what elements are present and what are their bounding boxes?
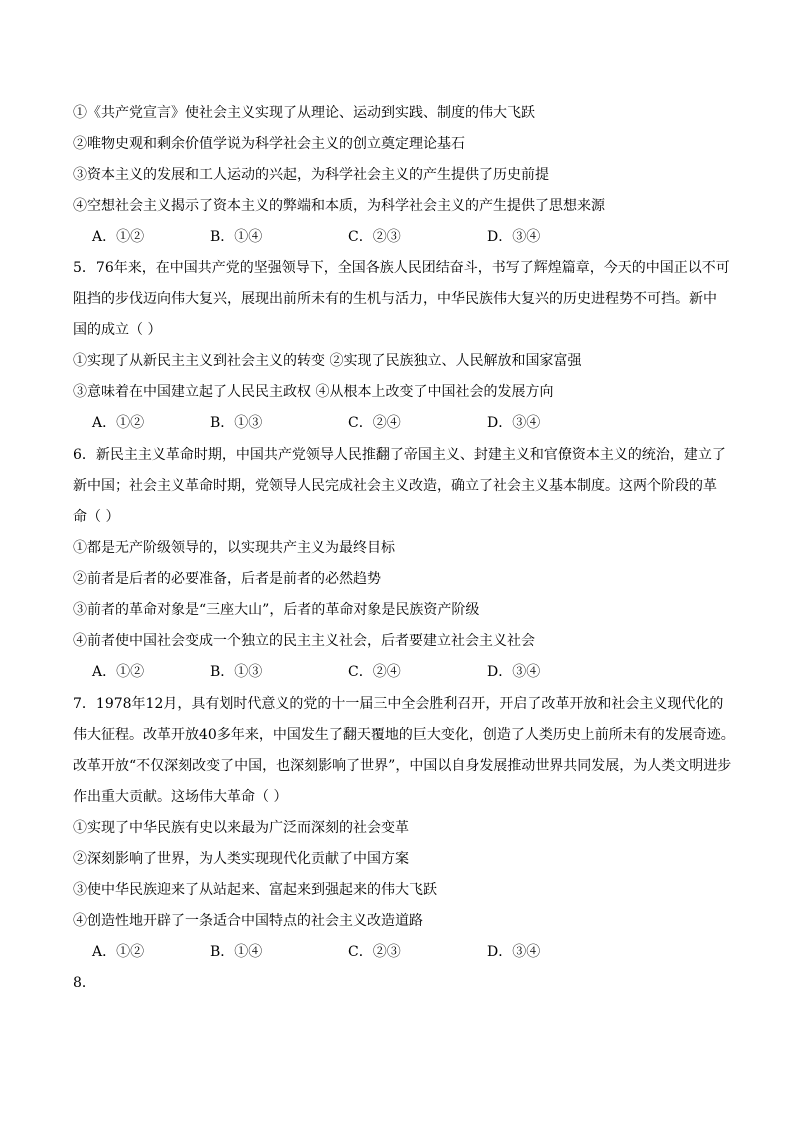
q6-statement-3: ③前者的革命对象是“三座大山”，后者的革命对象是民族资产阶级 [73, 602, 480, 618]
q7-option-b[interactable]: B．①④ [210, 944, 263, 960]
q7-options [92, 942, 592, 962]
q7-stem-line-2: 伟大征程。改革开放40多年来，中国发生了翻天覆地的巨大变化，创造了人类历史上前所未有的发展奇迹。 [73, 727, 735, 743]
q7-option-d[interactable]: D．③④ [487, 944, 541, 960]
q5-stem-line-1: 5．76年来，在中国共产党的坚强领导下，全国各族人民团结奋斗，书写了辉煌篇章，今天的中国正以不可 [73, 260, 730, 276]
q6-options [92, 662, 592, 682]
q5-statement-row-2: ③意味着在中国建立起了人民民主政权 ④从根本上改变了中国社会的发展方向 [73, 384, 554, 400]
q7-statement-4: ④创造性地开辟了一条适合中国特点的社会主义改造道路 [73, 913, 423, 929]
q5-option-b[interactable]: B．①③ [210, 415, 263, 431]
q4-statement-2: ②唯物史观和剩余价值学说为科学社会主义的创立奠定理论基石 [73, 136, 465, 152]
q7-option-c[interactable]: C．②③ [348, 944, 401, 960]
q8-number: 8． [73, 975, 96, 991]
q5-options [92, 413, 592, 433]
q5-statement-row-1: ①实现了从新民主主义到社会主义的转变 ②实现了民族独立、人民解放和国家富强 [73, 353, 582, 369]
q7-statement-3: ③使中华民族迎来了从站起来、富起来到强起来的伟大飞跃 [73, 882, 437, 898]
q6-option-b[interactable]: B．①③ [210, 664, 263, 680]
q7-stem-line-3: 改革开放“不仅深刻改变了中国，也深刻影响了世界”，中国以自身发展推动世界共同发展，为人类文明进步 [73, 758, 732, 774]
q6-stem-line-3: 命（ ） [73, 509, 120, 525]
q4-option-b[interactable]: B．①④ [210, 229, 263, 245]
q4-option-a[interactable]: A．①② [92, 229, 145, 245]
q7-stem-line-4: 作出重大贡献。这场伟大革命（ ） [73, 789, 288, 805]
q6-stem-line-1: 6．新民主主义革命时期，中国共产党领导人民推翻了帝国主义、封建主义和官僚资本主义的统治，建立了 [73, 447, 726, 463]
q6-statement-4: ④前者使中国社会变成一个独立的民主主义社会，后者要建立社会主义社会 [73, 633, 535, 649]
q4-statement-1: ①《共产党宣言》使社会主义实现了从理论、运动到实践、制度的伟大飞跃 [73, 105, 535, 121]
q4-statement-4: ④空想社会主义揭示了资本主义的弊端和本质，为科学社会主义的产生提供了思想来源 [73, 198, 605, 214]
q7-option-a[interactable]: A．①② [92, 944, 145, 960]
q6-statement-1: ①都是无产阶级领导的，以实现共产主义为最终目标 [73, 540, 395, 556]
q4-options [92, 227, 592, 247]
q6-statement-2: ②前者是后者的必要准备，后者是前者的必然趋势 [73, 571, 381, 587]
q4-statement-3: ③资本主义的发展和工人运动的兴起，为科学社会主义的产生提供了历史前提 [73, 167, 549, 183]
q6-stem-line-2: 新中国；社会主义革命时期，党领导人民完成社会主义改造，确立了社会主义基本制度。这两个阶段的革 [73, 478, 717, 494]
q4-option-c[interactable]: C．②③ [348, 229, 401, 245]
q5-option-c[interactable]: C．②④ [348, 415, 401, 431]
q6-option-c[interactable]: C．②④ [348, 664, 401, 680]
q5-option-a[interactable]: A．①② [92, 415, 145, 431]
q4-option-d[interactable]: D．③④ [487, 229, 541, 245]
q5-stem-line-2: 阻挡的步伐迈向伟大复兴，展现出前所未有的生机与活力，中华民族伟大复兴的历史进程势不可挡。新中 [73, 291, 717, 307]
q6-option-a[interactable]: A．①② [92, 664, 145, 680]
q5-stem-line-3: 国的成立（ ） [73, 322, 162, 338]
q6-option-d[interactable]: D．③④ [487, 664, 541, 680]
q7-stem-line-1: 7．1978年12月，具有划时代意义的党的十一届三中全会胜利召开，开启了改革开放和社会主义现代化的 [73, 696, 724, 712]
q7-statement-2: ②深刻影响了世界，为人类实现现代化贡献了中国方案 [73, 851, 409, 867]
q7-statement-1: ①实现了中华民族有史以来最为广泛而深刻的社会变革 [73, 820, 409, 836]
q5-option-d[interactable]: D．③④ [487, 415, 541, 431]
